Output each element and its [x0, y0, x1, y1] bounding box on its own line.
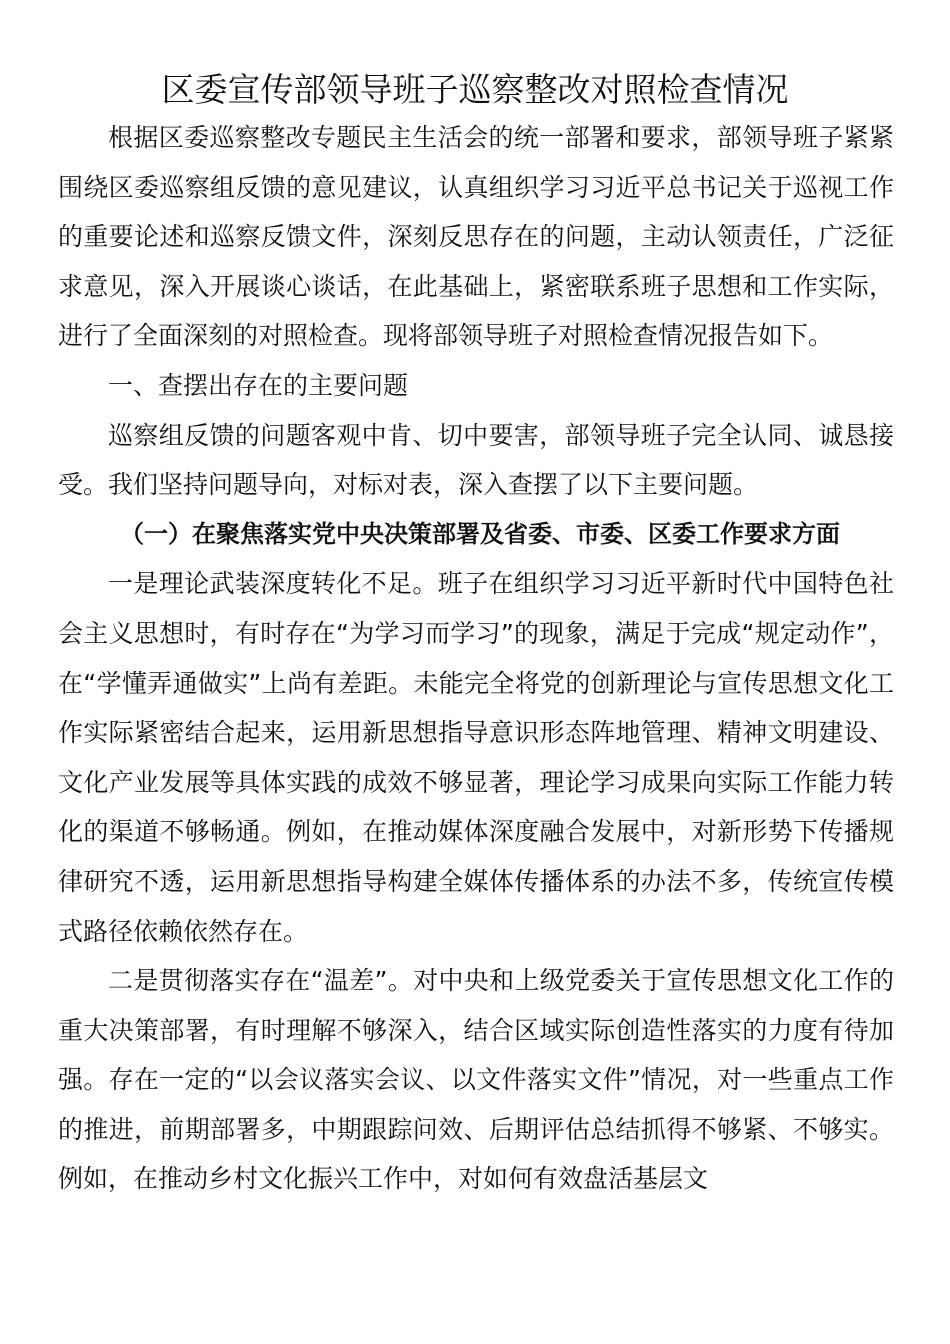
- point-paragraph-1: 一是理论武装深度转化不足。班子在组织学习习近平新时代中国特色社会主义思想时，有时存在“为学习而学习”的现象，满足于完成“规定动作”，在“学懂弄通做实”上尚有差距。未能完全将党的创新理论与宣传思想文化工作实际紧密结合起来，运用新思想指导意识形态阵地管理、精神文明建设、文化产业发展等具体实践的成效不够显著，理论学习成果向实际工作能力转化的渠道不够畅通。例如，在推动媒体深度融合发展中，对新形势下传播规律研究不透，运用新思想指导构建全媒体传播体系的办法不多，传统宣传模式路径依赖依然存在。: [58, 569, 894, 946]
- section-intro-paragraph: 巡察组反馈的问题客观中肯、切中要害，部领导班子完全认同、诚恳接受。我们坚持问题导向，对标对表，深入查摆了以下主要问题。: [58, 420, 894, 500]
- intro-paragraph: 根据区委巡察整改专题民主生活会的统一部署和要求，部领导班子紧紧围绕区委巡察组反馈的意见建议，认真组织学习习近平总书记关于巡视工作的重要论述和巡察反馈文件，深刻反思存在的问题，主动认领责任，广泛征求意见，深入开展谈心谈话，在此基础上，紧密联系班子思想和工作实际，进行了全面深刻的对照检查。现将部领导班子对照检查情况报告如下。: [58, 123, 894, 351]
- section-heading: 一、查摆出存在的主要问题: [108, 370, 409, 400]
- document-title: 区委宣传部领导班子巡察整改对照检查情况: [161, 70, 789, 109]
- document-body: [58, 113, 894, 1204]
- point-paragraph-2: 二是贯彻落实存在“温差”。对中央和上级党委关于宣传思想文化工作的重大决策部署，有时理解不够深入，结合区域实际创造性落实的力度有待加强。存在一定的“以会议落实会议、以文件落实文件”情况，对一些重点工作的推进，前期部署多，中期跟踪问效、后期评估总结抓得不够紧、不够实。例如，在推动乡村文化振兴工作中，对如何有效盘活基层文: [58, 966, 894, 1194]
- subsection-heading: （一）在聚焦落实党中央决策部署及省委、市委、区委工作要求方面: [120, 519, 840, 548]
